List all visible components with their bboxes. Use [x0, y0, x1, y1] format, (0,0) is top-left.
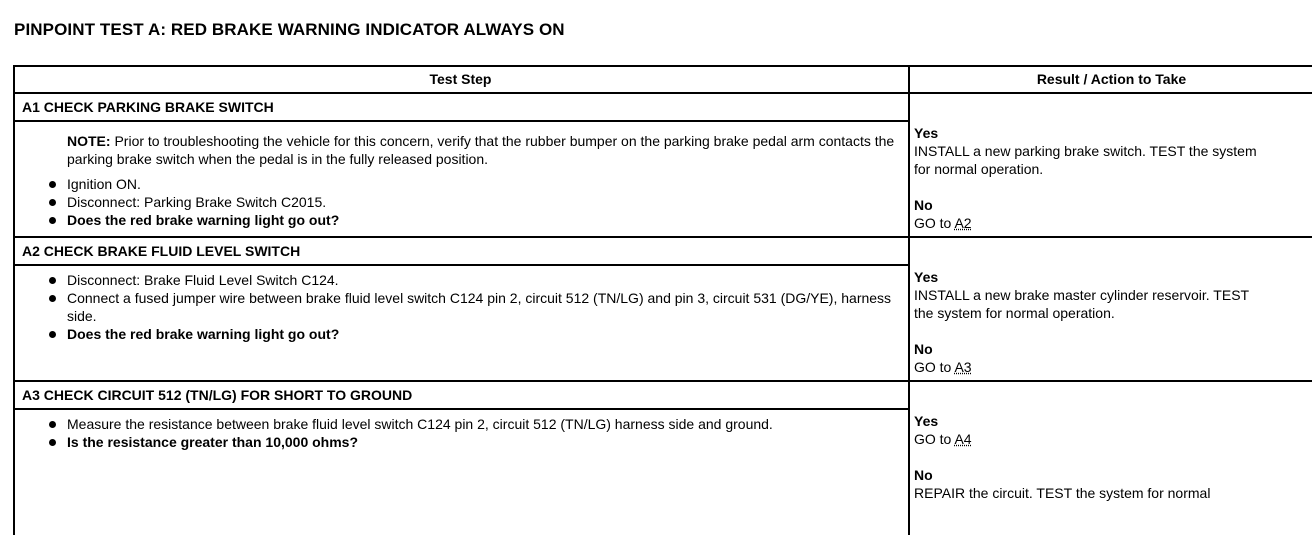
link-a4[interactable]: A4 [954, 431, 972, 447]
step-a1-heading: A1 CHECK PARKING BRAKE SWITCH [22, 99, 274, 115]
step-a2-question: Does the red brake warning light go out? [47, 325, 899, 343]
list-item: Measure the resistance between brake fluid level switch C124 pin 2, circuit 512 (TN/LG) harness side and ground. [47, 415, 907, 433]
header-bottom-rule [13, 92, 1312, 94]
step-a1-bullets [47, 175, 897, 229]
step-a2-bullets [47, 271, 899, 343]
a1-heading-rule [13, 120, 908, 122]
a1-bottom-rule [13, 236, 1312, 238]
step-a1-result [914, 124, 1269, 232]
list-item: Connect a fused jumper wire between brake fluid level switch C124 pin 2, circuit 512 (TN/LG) and pin 3, circuit 531 (DG/YE), harness side. [47, 289, 899, 325]
step-a2-heading: A2 CHECK BRAKE FLUID LEVEL SWITCH [22, 243, 301, 259]
yes-label: Yes [914, 125, 939, 141]
note-label: NOTE: [67, 133, 111, 149]
table-left-border [13, 65, 15, 535]
no-action-text: GO to [914, 215, 955, 231]
list-item: Disconnect: Brake Fluid Level Switch C124. [47, 271, 899, 289]
a2-bottom-rule [13, 380, 1312, 382]
no-label: No [914, 197, 933, 213]
list-item: Ignition ON. [47, 175, 897, 193]
pinpoint-test-table [13, 65, 1312, 535]
no-action [914, 214, 1269, 232]
header-result-action: Result / Action to Take [1036, 71, 1187, 87]
yes-action [914, 430, 1274, 448]
no-action [914, 358, 1269, 376]
link-a2[interactable]: A2 [954, 215, 972, 231]
no-action: REPAIR the circuit. TEST the system for normal [914, 485, 1211, 501]
page-title: PINPOINT TEST A: RED BRAKE WARNING INDICATOR ALWAYS ON [14, 20, 565, 39]
step-a1-note [67, 132, 899, 168]
no-label: No [914, 341, 933, 357]
link-a3[interactable]: A3 [954, 359, 972, 375]
yes-action: INSTALL a new brake master cylinder reservoir. TEST the system for normal operation. [914, 287, 1249, 321]
a3-heading-rule [13, 408, 908, 410]
step-a1-question: Does the red brake warning light go out? [47, 211, 897, 229]
yes-action-text: GO to [914, 431, 955, 447]
step-a3-heading: A3 CHECK CIRCUIT 512 (TN/LG) FOR SHORT TO GROUND [22, 387, 413, 403]
no-label: No [914, 467, 933, 483]
yes-label: Yes [914, 269, 939, 285]
yes-label: Yes [914, 413, 939, 429]
note-text: Prior to troubleshooting the vehicle for this concern, verify that the rubber bumper on the parking brake pedal arm contacts the parking brake switch when the pedal is in the fully released position. [67, 133, 895, 167]
yes-action: INSTALL a new parking brake switch. TEST the system for normal operation. [914, 143, 1257, 177]
column-divider [908, 65, 910, 535]
table-top-border [13, 65, 1312, 67]
step-a2-result [914, 268, 1269, 376]
step-a3-question: Is the resistance greater than 10,000 ohms? [47, 433, 907, 451]
list-item: Disconnect: Parking Brake Switch C2015. [47, 193, 897, 211]
step-a3-result [914, 412, 1274, 502]
header-test-step: Test Step [429, 71, 492, 87]
no-action-text: GO to [914, 359, 955, 375]
a2-heading-rule [13, 264, 908, 266]
step-a3-bullets [47, 415, 907, 451]
